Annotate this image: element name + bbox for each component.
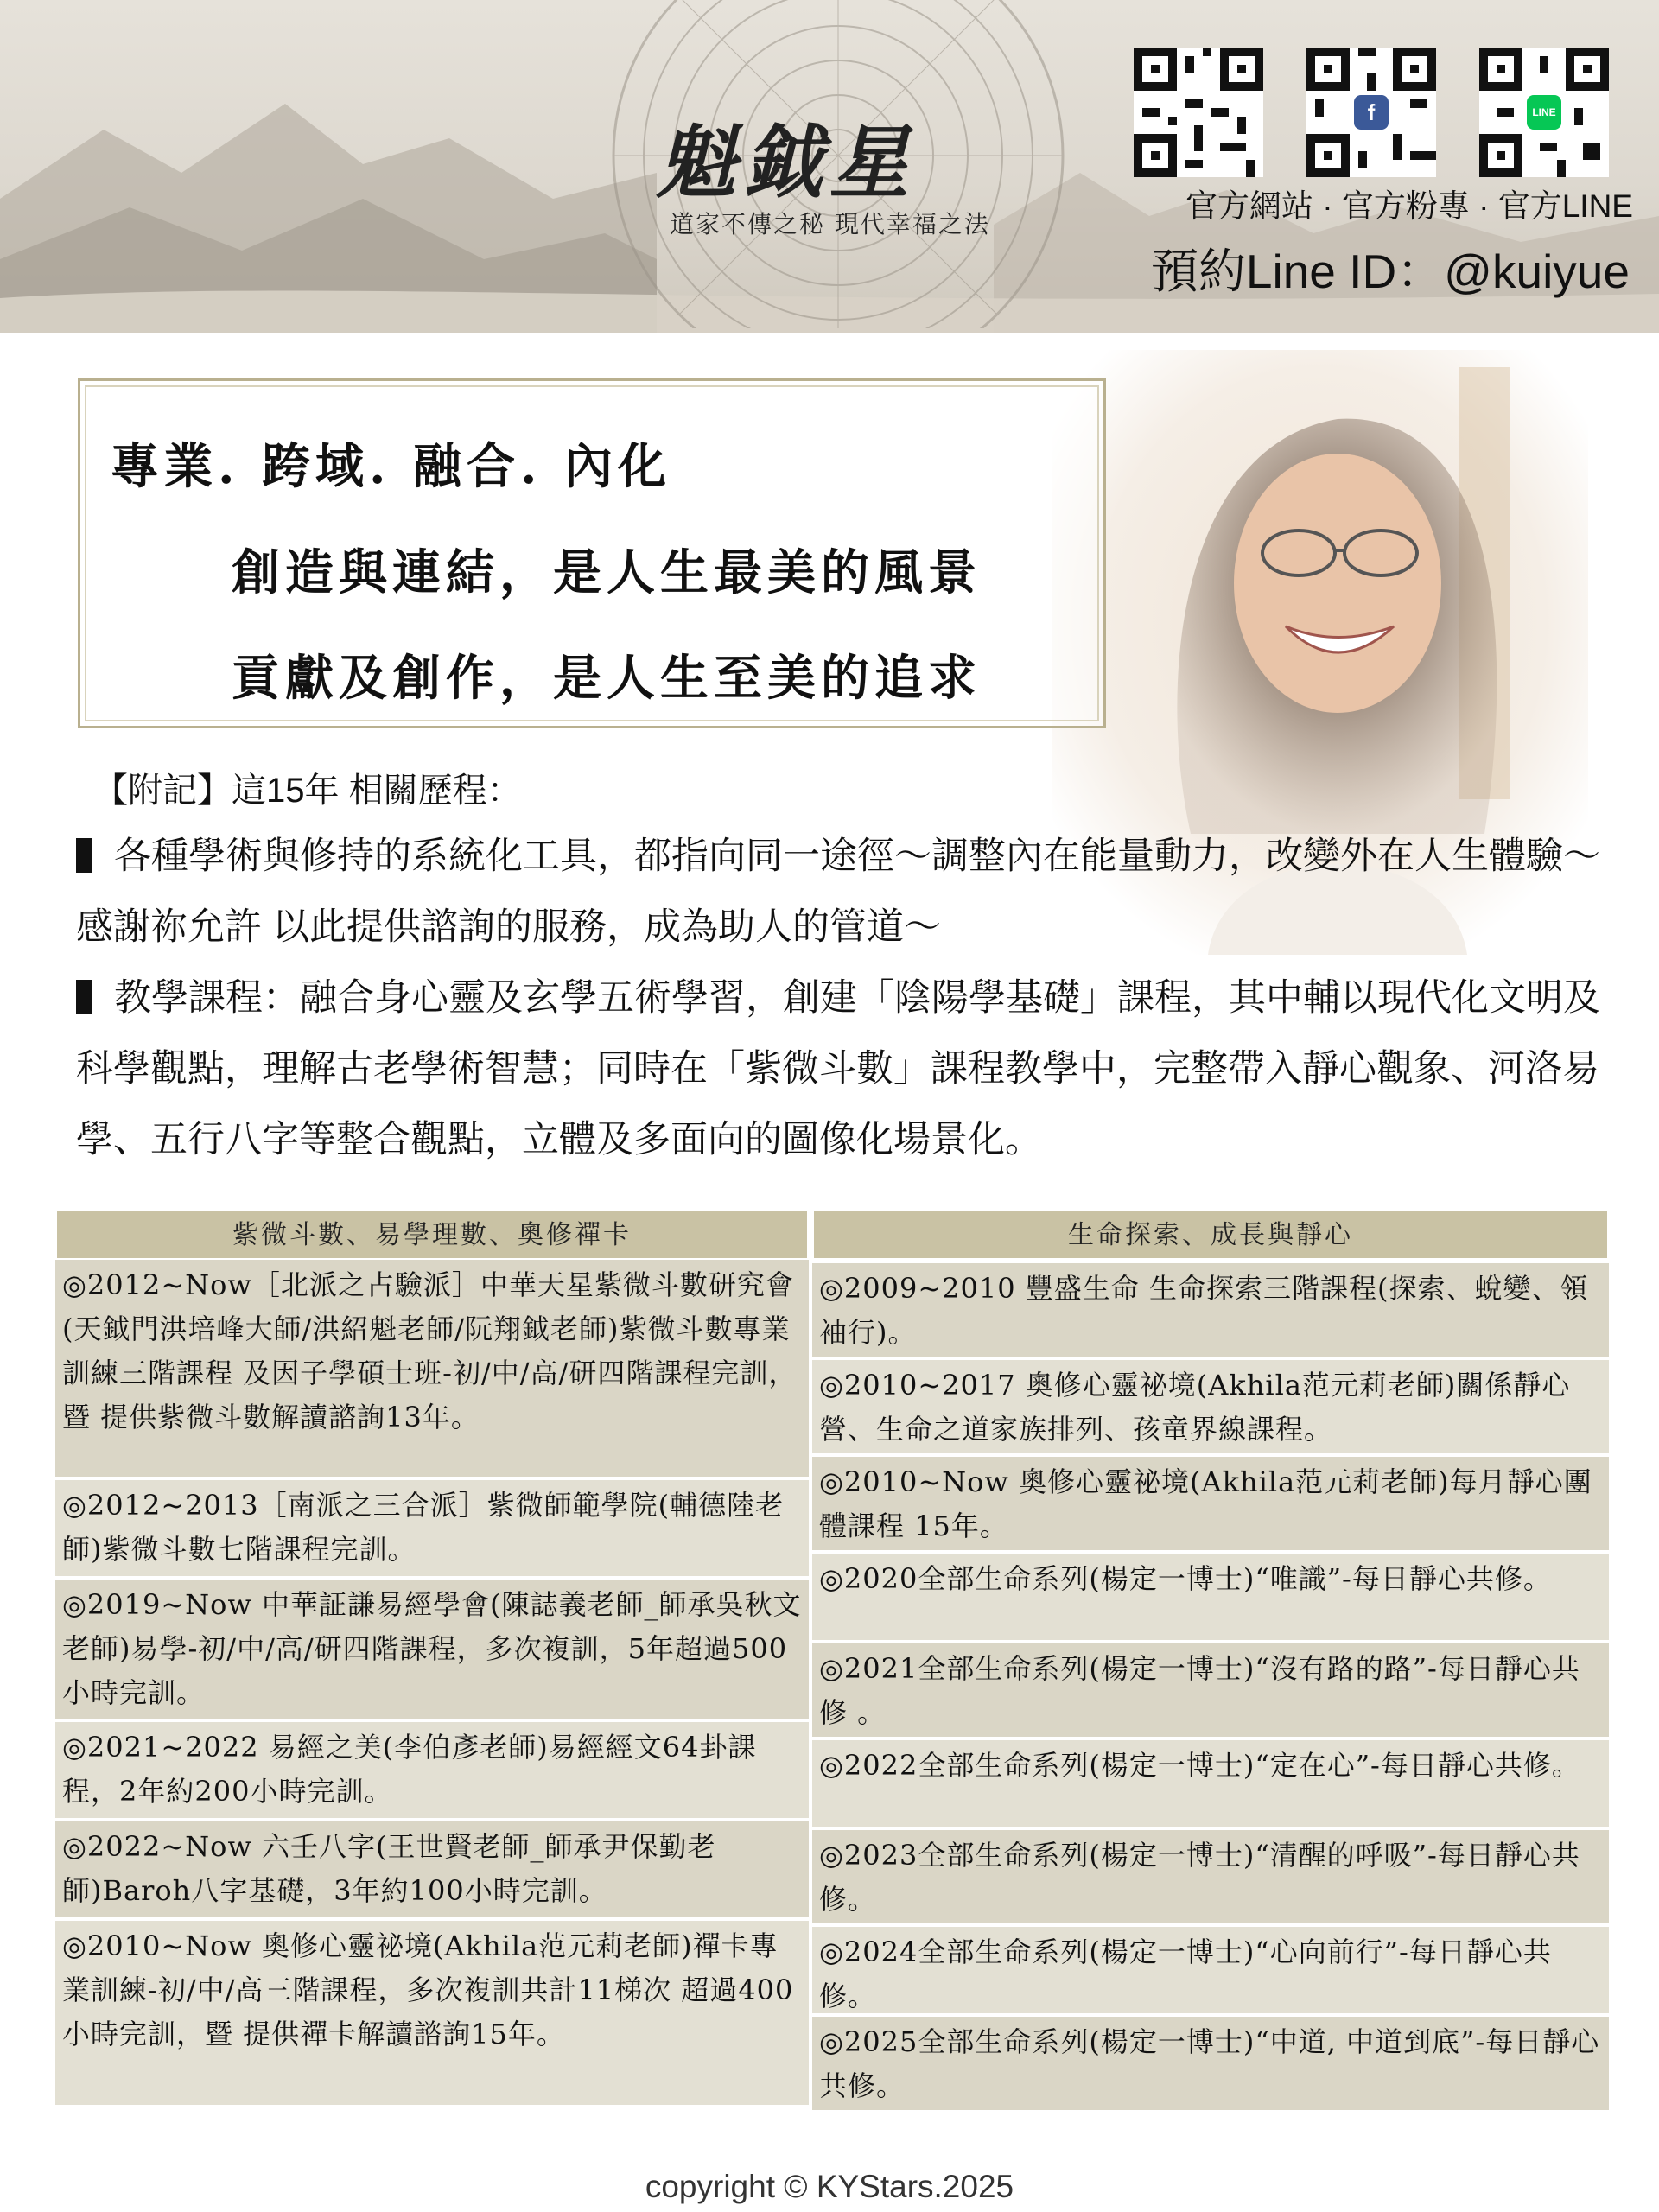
intro-section	[76, 760, 1614, 1175]
table-header: 生命探索、成長與靜心	[812, 1210, 1609, 1260]
table-row: ◎2023全部生命系列(楊定一博士)“清醒的呼吸”-每日靜心共修。	[812, 1830, 1609, 1927]
brand-logo-title: 魁鉞星	[657, 116, 917, 209]
table-row: ◎2025全部生命系列(楊定一博士)“中道, 中道到底”-每日靜心共修。	[812, 2017, 1609, 2113]
facebook-icon: f	[1354, 95, 1389, 130]
copyright-footer: copyright © KYStars.2025	[645, 2169, 1014, 2204]
table-row: ◎2009~2010 豐盛生命 生命探索三階課程(探索、蛻變、領袖行)。	[812, 1263, 1609, 1360]
motto-box	[78, 378, 1106, 728]
motto-line-2: 創造與連結，是人生最美的風景	[232, 544, 982, 601]
qr-code-labels: 官方網站 · 官方粉專 · 官方LINE	[1185, 188, 1633, 224]
intro-heading: 【附記】這15年 相關歷程：	[93, 772, 522, 810]
table-row: ◎2010~2017 奧修心靈祕境(Akhila范元莉老師)關係靜心營、生命之道家族排列、孩童界線課程。	[812, 1360, 1609, 1457]
life-meditation-table	[812, 1210, 1609, 2113]
table-row: ◎2012~2013［南派之三合派］紫微師範學院(輔德陸老師)紫微斗數七階課程完訓。	[55, 1480, 809, 1580]
intro-paragraph-1	[76, 821, 1614, 963]
brand-slogan: 道家不傳之秘 現代幸福之法	[670, 210, 990, 238]
table-row: ◎2010~Now 奧修心靈祕境(Akhila范元莉老師)禪卡專業訓練-初/中/高三階課程，多次複訓共計11梯次 超過400小時完訓，暨 提供禪卡解讀諮詢15年。	[55, 1921, 809, 2108]
website-qr-code[interactable]	[1134, 48, 1263, 177]
motto-line-3: 貢獻及創作，是人生至美的追求	[232, 650, 982, 707]
intro-paragraph-2-text: 教學課程：融合身心靈及玄學五術學習，創建「陰陽學基礎」課程，其中輔以現代化文明及科學觀點，理解古老學術智慧；同時在「紫微斗數」課程教學中，完整帶入靜心觀象、河洛易學、五行八字等整合觀點，立體及多面向的圖像化場景化。	[76, 977, 1600, 1160]
table-row: ◎2019~Now 中華証謙易經學會(陳誌義老師_師承吳秋文老師)易學-初/中/高/研四階課程，多次複訓，5年超過500小時完訓。	[55, 1580, 809, 1722]
table-row: ◎2022~Now 六壬八字(王世賢老師_師承尹保勤老師)Baroh八字基礎，3年約100小時完訓。	[55, 1821, 809, 1921]
table-row: ◎2024全部生命系列(楊定一博士)“心向前行”-每日靜心共修。	[812, 1927, 1609, 2017]
header-banner	[0, 0, 1659, 333]
intro-paragraph-1-text: 各種學術與修持的系統化工具，都指向同一途徑～調整內在能量動力，改變外在人生體驗～感謝祢允許 以此提供諮詢的服務，成為助人的管道～	[76, 836, 1600, 948]
booking-line-id[interactable]: 預約Line ID：@kuiyue	[1150, 245, 1630, 298]
table-row: ◎2012~Now［北派之占驗派］中華天星紫微斗數研究會(天鉞門洪培峰大師/洪紹魁老師/阮翔鉞老師)紫微斗數專業訓練三階課程 及因子學碩士班-初/中/高/研四階課程完訓，暨 提供紫微斗數解讀諮詢13年。	[55, 1260, 809, 1480]
line-icon: LINE	[1527, 95, 1561, 130]
line-qr-code[interactable]	[1479, 48, 1609, 177]
ziwei-yijing-table	[55, 1210, 809, 2108]
intro-paragraph-2	[76, 963, 1614, 1175]
square-bullet-icon	[76, 980, 92, 1014]
motto-line-1: 專業. 跨域. 融合. 內化	[111, 438, 671, 495]
table-row: ◎2022全部生命系列(楊定一博士)“定在心”-每日靜心共修。	[812, 1740, 1609, 1830]
table-row: ◎2020全部生命系列(楊定一博士)“唯識”-每日靜心共修。	[812, 1554, 1609, 1643]
table-row: ◎2010~Now 奧修心靈祕境(Akhila范元莉老師)每月靜心團體課程 15年。	[812, 1457, 1609, 1554]
qr-code-icon	[1134, 48, 1263, 177]
table-row: ◎2021全部生命系列(楊定一博士)“沒有路的路”-每日靜心共修 。	[812, 1643, 1609, 1740]
table-header: 紫微斗數、易學理數、奧修禪卡	[55, 1210, 809, 1260]
table-row: ◎2021~2022 易經之美(李伯彥老師)易經經文64卦課程，2年約200小時完訓。	[55, 1722, 809, 1821]
square-bullet-icon	[76, 838, 92, 873]
facebook-qr-code[interactable]	[1306, 48, 1436, 177]
